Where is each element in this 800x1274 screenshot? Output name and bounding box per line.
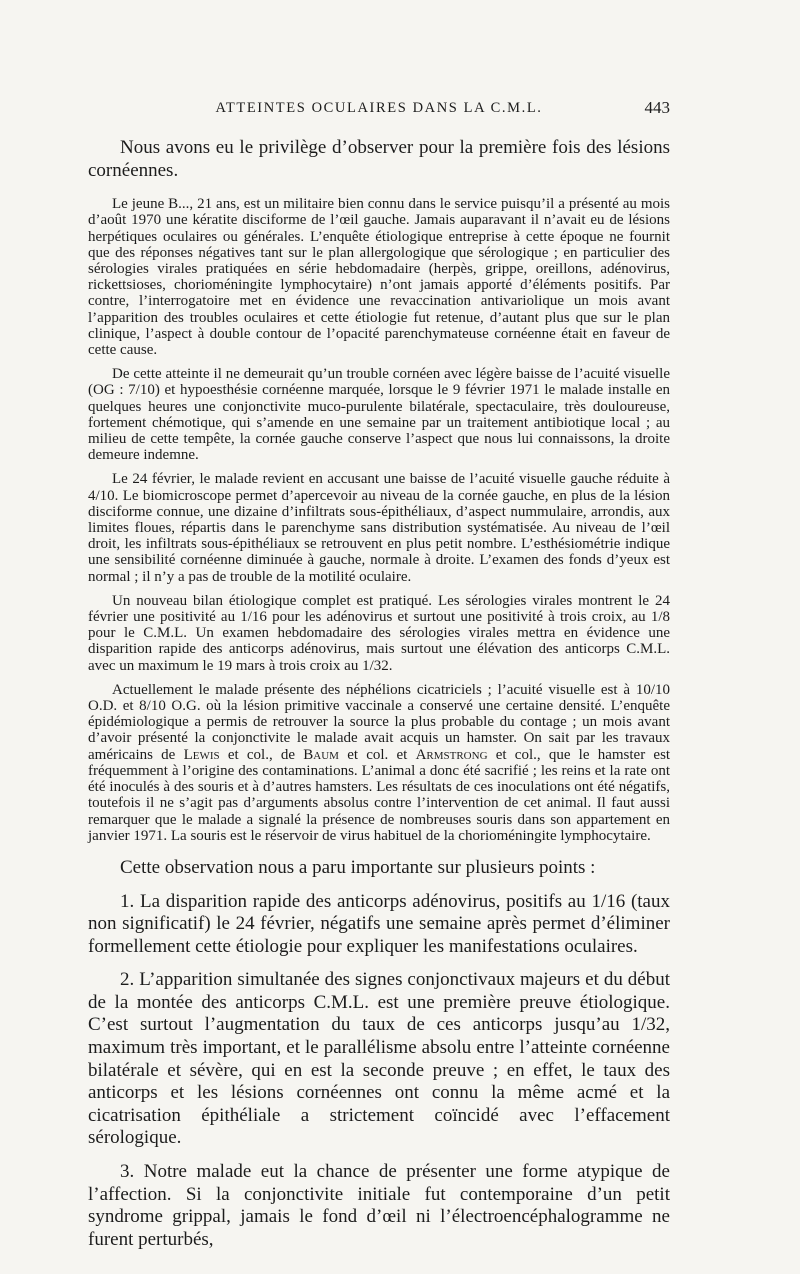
author-baum: Baum (303, 746, 339, 763)
case-text-d: et col., que le hamster est fréquemment à l’origine des contaminations. L’animal a donc été sacrifié ; les reins et la rate ont été inoculés à des souris et à d’autres hamsters. Les résultats de ces inoculations ont été négatifs, toutefois il ne s’agit pas d’arguments absolus contre l’intervention de cet animal. Il faut aussi remarquer que le malade a signalé la présence de nombreuses souris dans son appartement en janvier 1971. La souris est le réservoir de virus habituel de la chorioméningite lymphocytaire. (88, 746, 671, 844)
case-text-a: Actuellement le malade présente des néphélions cicatriciels ; l’acuité visuelle est à 10/10 O.D. et 8/10 O.G. où la lésion primitive vaccinale a conservé une certaine densité. L’enquête épidémiologique a permis de retrouver la source la plus probable du contage ; un mois avant d’avoir présenté la conjonctivite le malade avait acquis un hamster. On sait par les travaux américains de (88, 681, 670, 763)
case-paragraph-5 (88, 682, 670, 844)
case-text-c: et col. et (347, 746, 408, 763)
author-armstrong: Armstrong (415, 746, 488, 763)
case-text-b: et col., de (227, 746, 296, 763)
running-header (88, 98, 670, 122)
intro-paragraph: Nous avons eu le privilège d’observer pour la première fois des lésions cornéennes. (88, 137, 670, 181)
case-paragraph-4: Un nouveau bilan étiologique complet est pratiqué. Les sérologies virales montrent le 24 février une positivité au 1/16 pour les adénovirus et surtout une positivité à trois croix, au 1/8 pour le C.M.L. Un examen hebdomadaire des sérologies virales mettra en évidence une disparition rapide des anticorps adénovirus, mais surtout une élévation des anticorps C.M.L. avec un maximum le 19 mars à trois croix au 1/32. (88, 592, 670, 674)
page (88, 98, 670, 1251)
point-1: 1. La disparition rapide des anticorps adénovirus, positifs au 1/16 (taux non significatif) le 24 février, négatifs une semaine après permet d’éliminer formellement cette étiologie pour expliquer les manifestations oculaires. (88, 890, 670, 957)
point-3: 3. Notre malade eut la chance de présenter une forme atypique de l’affection. Si la conjonctivite initiale fut contemporaine d’un petit syndrome grippal, jamais le fond d’œil ni l’électroencéphalogramme ne furent perturbés, (88, 1161, 670, 1250)
case-paragraph-2: De cette atteinte il ne demeurait qu’un trouble cornéen avec légère baisse de l’acuité visuelle (OG : 7/10) et hypoesthésie cornéenne marquée, lorsque le 9 février 1971 le malade installe en quelques heures une conjonctivite muco-purulente bilatérale, spectaculaire, très douloureuse, fortement chémotique, qui s’amende en une semaine par un traitement antibiotique local ; au milieu de cette tempête, la cornée gauche conserve l’aspect que nous lui connaissons, la droite demeure indemne. (88, 366, 670, 464)
page-number: 443 (644, 98, 670, 117)
running-title: ATTEINTES OCULAIRES DANS LA C.M.L. (215, 100, 543, 116)
conclusion-intro: Cette observation nous a paru importante sur plusieurs points : (120, 856, 596, 878)
author-lewis: Lewis (183, 746, 220, 763)
case-paragraph-3: Le 24 février, le malade revient en accusant une baisse de l’acuité visuelle gauche réduite à 4/10. Le biomicroscope permet d’apercevoir au niveau de la cornée gauche, en plus de la lésion disciforme connue, une dizaine d’infiltrats sous-épithéliaux, d’aspect nummulaire, arrondis, aux limites floues, répartis dans le parenchyme sans distribution systématisée. Au niveau de l’œil droit, les infiltrats sous-épithéliaux se retrouvent en plus petit nombre. L’esthésiométrie indique une sensibilité cornéenne diminuée à gauche, normale à droite. L’examen des fonds d’yeux est normal ; il n’y a pas de trouble de la motilité oculaire. (88, 471, 670, 585)
point-2: 2. L’apparition simultanée des signes conjonctivaux majeurs et du début de la montée des anticorps C.M.L. est une première preuve étiologique. C’est surtout l’augmentation du taux de ces anticorps jusqu’au 1/32, maximum très important, et le parallélisme absolu entre l’atteinte cornéenne bilatérale et sévère, qui en est la seconde preuve ; en effet, le taux des anticorps et les lésions cornéennes ont connu la même acmé et la cicatrisation épithéliale a strictement coïncidé avec l’effacement sérologique. (88, 969, 670, 1149)
case-paragraph-1: Le jeune B..., 21 ans, est un militaire bien connu dans le service puisqu’il a présenté au mois d’août 1970 une kératite disciforme de l’œil gauche. Jamais auparavant il n’avait eu de lésions herpétiques oculaires ou générales. L’enquête étiologique entreprise à cette époque ne fournit que des réponses négatives tant sur le plan allergologique que sérologique ; en particulier des sérologies virales pratiquées en série hebdomadaire (herpès, grippe, oreillons, adénovirus, rickettsioses, chorioméningite lymphocytaire) n’ont jamais apporté d’éléments positifs. Par contre, l’interrogatoire met en évidence une revaccination antivariolique un mois avant l’apparition des troubles oculaires et cette étiologie fut retenue, d’autant plus que sur le plan clinique, l’aspect à double contour de l’opacité parenchymateuse cornéenne était en faveur de cette cause. (88, 196, 670, 359)
